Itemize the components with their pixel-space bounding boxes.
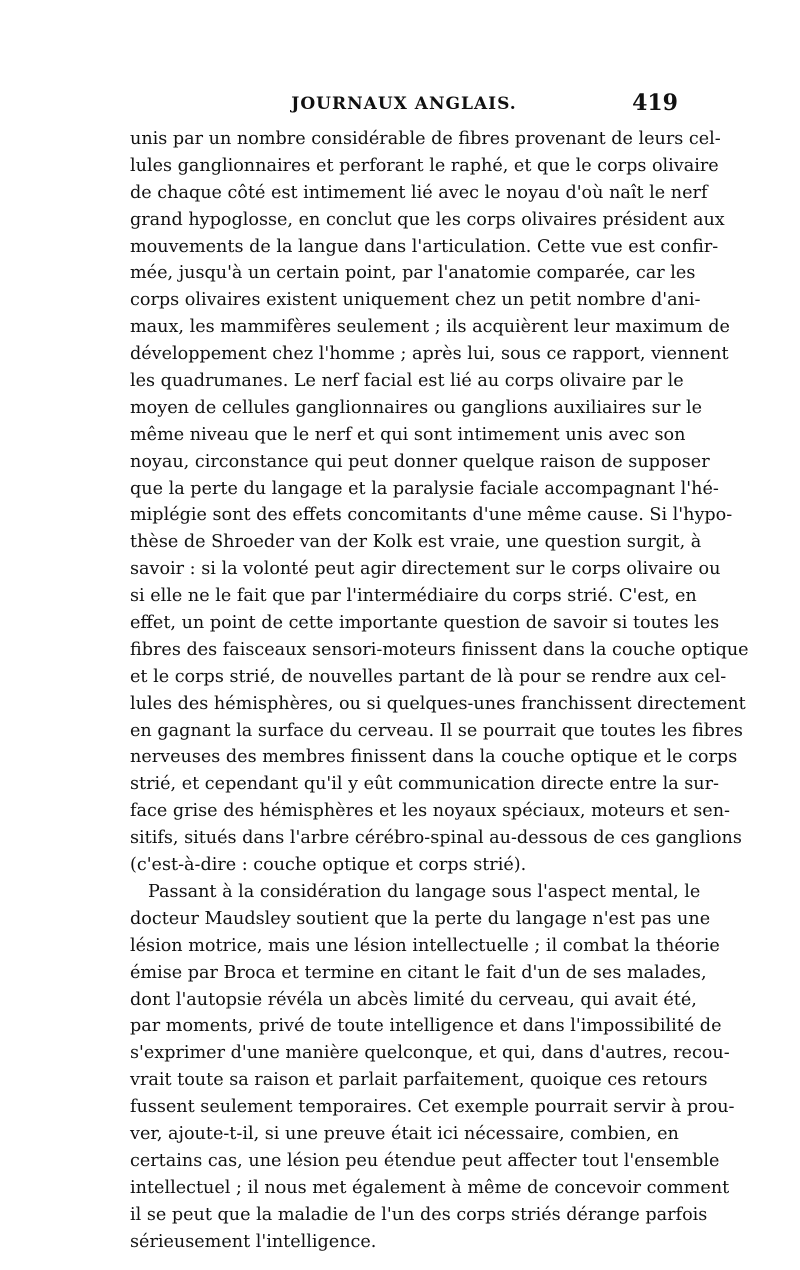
text-line: miplégie sont des effets concomitants d'une même cause. Si l'hypo- [130,505,733,526]
text-line: fussent seulement temporaires. Cet exemple pourrait servir à prou- [130,1097,735,1118]
page-header [130,90,678,120]
text-line: maux, les mammifères seulement ; ils acquièrent leur maximum de [130,317,730,338]
running-title: JOURNAUX ANGLAIS. [291,94,517,114]
paragraph [130,126,749,879]
text-line: de chaque côté est intimement lié avec le noyau d'où naît le nerf [130,182,708,203]
text-line: par moments, privé de toute intelligence et dans l'impossibilité de [130,1016,722,1037]
text-line: lésion motrice, mais une lésion intellectuelle ; il combat la théorie [130,935,720,956]
text-line: et le corps strié, de nouvelles partant de là pour se rendre aux cel- [130,666,727,687]
text-line: si elle ne le fait que par l'intermédiaire du corps strié. C'est, en [130,586,697,607]
text-line: corps olivaires existent uniquement chez un petit nombre d'ani- [130,290,701,311]
text-line: mée, jusqu'à un certain point, par l'anatomie comparée, car les [130,263,696,284]
text-line: grand hypoglosse, en conclut que les corps olivaires président aux [130,209,725,230]
text-line: émise par Broca et termine en citant le fait d'un de ses malades, [130,962,707,983]
text-line: s'exprimer d'une manière quelconque, et qui, dans d'autres, recou- [130,1043,730,1064]
text-line: (c'est-à-dire : couche optique et corps strié). [130,855,527,876]
text-line: effet, un point de cette importante question de savoir si toutes les [130,613,720,634]
text-line: certains cas, une lésion peu étendue peut affecter tout l'ensemble [130,1150,720,1171]
text-line: il se peut que la maladie de l'un des corps striés dérange parfois [130,1204,708,1225]
text-line: intellectuel ; il nous met également à même de concevoir comment [130,1177,730,1198]
text-line: face grise des hémisphères et les noyaux spéciaux, moteurs et sen- [130,801,730,822]
text-line: lules ganglionnaires et perforant le raphé, et que le corps olivaire [130,155,719,176]
text-line: fibres des faisceaux sensori-moteurs finissent dans la couche optique [130,639,749,660]
text-line: ver, ajoute-t-il, si une preuve était ici nécessaire, combien, en [130,1123,679,1144]
text-line: sérieusement l'intelligence. [130,1231,377,1252]
text-line: moyen de cellules ganglionnaires ou ganglions auxiliaires sur le [130,397,702,418]
text-line: lules des hémisphères, ou si quelques-unes franchissent directement [130,693,746,714]
page-number: 419 [632,90,678,116]
text-line: vrait toute sa raison et parlait parfaitement, quoique ces retours [130,1070,708,1091]
page-body [130,126,749,1255]
text-line: dont l'autopsie révéla un abcès limité du cerveau, qui avait été, [130,989,697,1010]
text-line: sitifs, situés dans l'arbre cérébro-spinal au-dessous de ces ganglions [130,828,742,849]
text-line: noyau, circonstance qui peut donner quelque raison de supposer [130,451,710,472]
paragraph [130,879,735,1255]
text-line: thèse de Shroeder van der Kolk est vraie, une question surgit, à [130,532,702,553]
text-line: que la perte du langage et la paralysie faciale accompagnant l'hé- [130,478,719,499]
text-line: même niveau que le nerf et qui sont intimement unis avec son [130,424,686,445]
text-line: les quadrumanes. Le nerf facial est lié au corps olivaire par le [130,371,684,392]
text-line: strié, et cependant qu'il y eût communication directe entre la sur- [130,774,719,795]
text-line: docteur Maudsley soutient que la perte du langage n'est pas une [130,908,711,929]
text-line: savoir : si la volonté peut agir directement sur le corps olivaire ou [130,559,721,580]
text-line: mouvements de la langue dans l'articulation. Cette vue est confir- [130,236,719,257]
text-line: Passant à la considération du langage sous l'aspect mental, le [148,881,701,902]
text-line: unis par un nombre considérable de fibres provenant de leurs cel- [130,129,721,149]
text-line: nerveuses des membres finissent dans la couche optique et le corps [130,747,738,768]
text-line: développement chez l'homme ; après lui, sous ce rapport, viennent [130,344,729,365]
text-line: en gagnant la surface du cerveau. Il se pourrait que toutes les fibres [130,720,743,741]
